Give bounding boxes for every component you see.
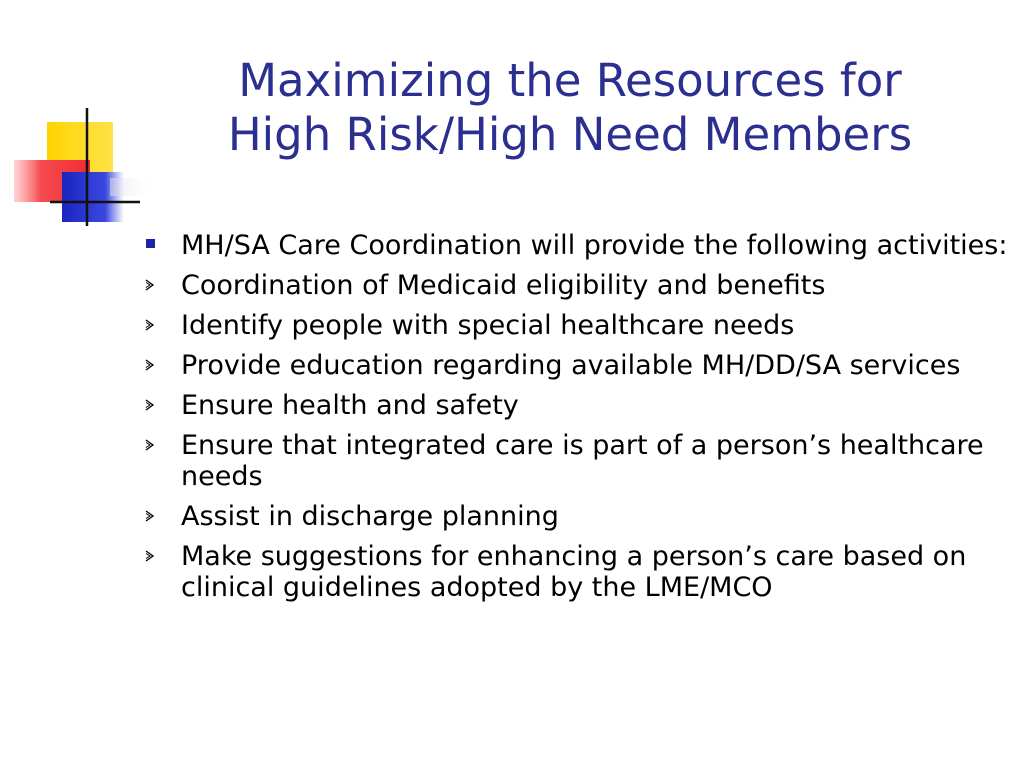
bullet-text: Provide education regarding available MH/DD/SA services: [181, 350, 961, 381]
arrow-bullet-icon: [140, 390, 160, 421]
square-bullet-icon: [140, 230, 160, 261]
arrow-bullet-icon: [140, 430, 160, 461]
title-line-1: Maximizing the Resources for: [238, 54, 902, 107]
bullet-item: [140, 230, 1010, 261]
bullet-text: MH/SA Care Coordination will provide the following activities:: [181, 230, 1008, 261]
title-line-2: High Risk/High Need Members: [227, 108, 913, 161]
arrow-bullet-icon: [140, 501, 160, 532]
bullet-item: [140, 350, 1010, 381]
grey-fade: [110, 178, 154, 196]
arrow-bullet-icon: [140, 541, 160, 572]
bullet-list: [140, 230, 1010, 612]
bullet-text: Make suggestions for enhancing a person’s care based on clinical guidelines adopted by the LME/MCO: [181, 541, 967, 603]
bullet-text: Ensure health and safety: [181, 390, 519, 421]
bullet-item: [140, 541, 1010, 603]
bullet-text: Assist in discharge planning: [181, 501, 559, 532]
bullet-item: [140, 501, 1010, 532]
bullet-text: Ensure that integrated care is part of a person’s healthcare needs: [181, 430, 984, 492]
bullet-text: Identify people with special healthcare needs: [181, 310, 795, 341]
bullet-item: [140, 310, 1010, 341]
bullet-item: [140, 430, 1010, 492]
bullet-item: [140, 390, 1010, 421]
arrow-bullet-icon: [140, 270, 160, 301]
arrow-bullet-icon: [140, 310, 160, 341]
slide-title: [150, 54, 990, 162]
arrow-bullet-icon: [140, 350, 160, 381]
bullet-text: Coordination of Medicaid eligibility and benefits: [181, 270, 826, 301]
decorative-squares-logo: [0, 0, 160, 240]
bullet-item: [140, 270, 1010, 301]
